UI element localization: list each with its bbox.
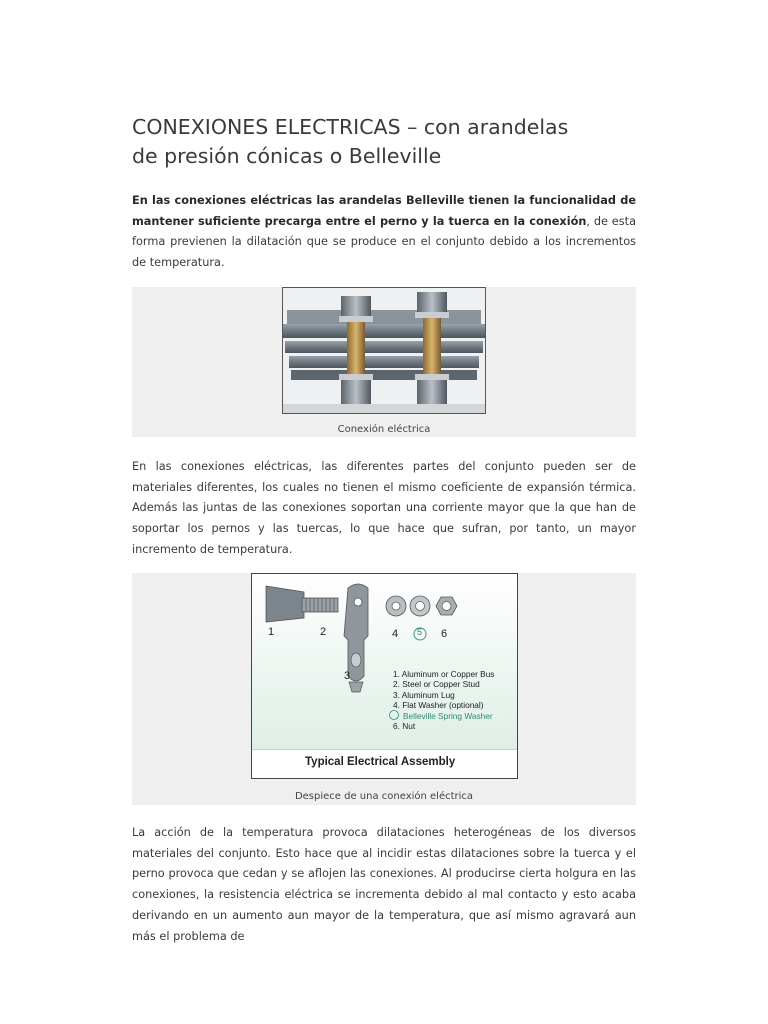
part-number-2: 2 bbox=[320, 626, 327, 638]
diagram-title: Typical Electrical Assembly bbox=[305, 756, 456, 768]
legend-item: 4. Flat Washer (optional) bbox=[393, 700, 484, 711]
legend-item: 2. Steel or Copper Stud bbox=[393, 679, 480, 690]
figure-1-caption: Conexión eléctrica bbox=[337, 424, 431, 435]
parts-legend bbox=[393, 669, 494, 731]
legend-item: 3. Aluminum Lug bbox=[393, 689, 455, 700]
page-title bbox=[132, 113, 636, 171]
figure-2-caption: Despiece de una conexión eléctrica bbox=[294, 791, 474, 802]
legend-item: 6. Nut bbox=[393, 721, 416, 732]
part-number-4: 4 bbox=[392, 628, 399, 640]
exploded-assembly-diagram bbox=[251, 573, 518, 779]
intro-paragraph bbox=[132, 191, 636, 274]
intro-text: , de esta forma previenen la dilatación que se produce en el conjunto debido a los incrementos de temperatura. bbox=[132, 214, 636, 270]
legend-item-highlighted: Belleville Spring Washer bbox=[403, 710, 493, 721]
legend-item: 1. Aluminum or Copper Bus bbox=[393, 669, 495, 679]
figure-exploded-assembly bbox=[132, 573, 636, 805]
figure-electrical-connection bbox=[132, 287, 636, 437]
body-paragraph-3: La acción de la temperatura provoca dilataciones heterogéneas de los diversos materiales del conjunto. Esto hace que al incidir estas dilataciones sobre la tuerca y el perno provoca que cedan y se aflojen las conexiones. Al producirse cierta holgura en las conexiones, la resistencia eléctrica se incrementa debido al mal contacto y esto acaba derivando en un aumento aun mayor de la temperatura, que así mismo agravará aun más el problema de bbox=[132, 826, 636, 943]
part-number-6: 6 bbox=[441, 628, 448, 640]
intro-bold-text: En las conexiones eléctricas las arandelas Belleville tienen la funcionalidad de mantener suficiente precarga entre el perno y la tuerca en la conexión bbox=[132, 194, 636, 228]
electrical-connection-photo bbox=[282, 287, 486, 414]
part-number-5: 5 bbox=[417, 627, 423, 637]
diagram-title-banner bbox=[252, 749, 517, 778]
part-number-1: 1 bbox=[268, 626, 275, 638]
bolted-connection-illustration bbox=[283, 288, 485, 413]
title-line-1: CONEXIONES ELECTRICAS – con arandelas bbox=[132, 115, 569, 139]
part-number-3: 3 bbox=[344, 670, 351, 682]
title-line-2: de presión cónicas o Belleville bbox=[132, 144, 442, 168]
body-paragraph-2: En las conexiones eléctricas, las diferentes partes del conjunto pueden ser de materiales diferentes, los cuales no tienen el mismo coeficiente de expansión térmica. Además las juntas de las conexiones soportan una corriente mayor que la que han de soportar los pernos y las tuercas, lo que hace que sufran, por tanto, un mayor incremento de temperatura. bbox=[132, 460, 636, 556]
